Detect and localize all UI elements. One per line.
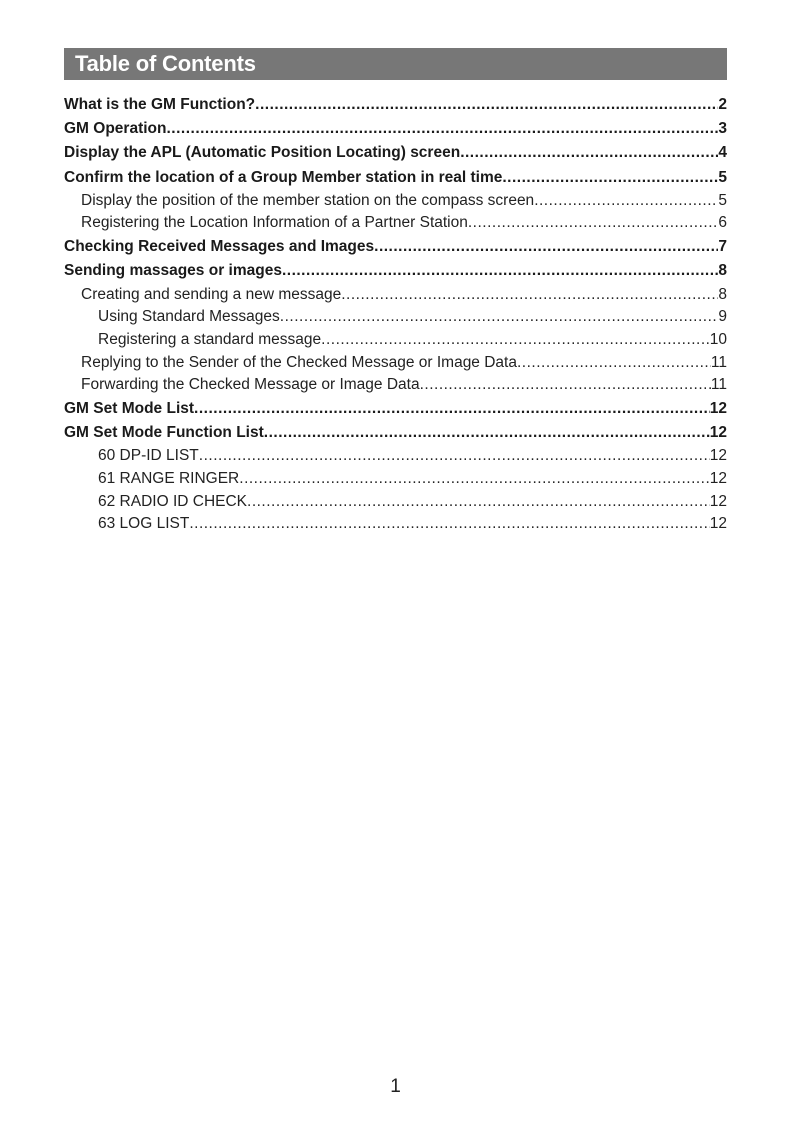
toc-entry-gm-function[interactable]	[64, 93, 727, 117]
toc-dot-leader	[374, 235, 718, 259]
toc-entry-page: 12	[709, 515, 727, 533]
toc-dot-leader	[280, 306, 719, 329]
toc-entry-dp-id-list[interactable]	[64, 445, 727, 468]
toc-entry-label: What is the GM Function?	[64, 96, 256, 113]
toc-entry-page: 11	[710, 353, 727, 371]
toc-entry-label: 60 DP-ID LIST	[98, 447, 199, 465]
toc-dot-leader	[189, 513, 709, 536]
toc-entry-confirm-location[interactable]	[64, 166, 727, 190]
toc-entry-label: Registering the Location Information of a Partner Station	[81, 214, 468, 232]
toc-entry-register-standard-message[interactable]	[64, 329, 727, 352]
toc-entry-label: Creating and sending a new message	[81, 285, 342, 303]
toc-entry-sending-messages[interactable]	[64, 259, 727, 283]
toc-entry-label: 63 LOG LIST	[98, 515, 190, 533]
toc-dot-leader	[468, 212, 719, 235]
toc-entry-apl-screen[interactable]	[64, 141, 727, 165]
toc-entry-range-ringer[interactable]	[64, 468, 727, 491]
toc-entry-gm-operation[interactable]	[64, 117, 727, 141]
toc-entry-label: Checking Received Messages and Images	[64, 238, 375, 256]
toc-entry-page: 7	[718, 238, 727, 256]
toc-dot-leader	[460, 141, 718, 165]
toc-entry-label: Registering a standard message	[98, 330, 322, 348]
toc-entry-standard-messages[interactable]	[64, 306, 727, 329]
toc-entry-new-message[interactable]	[64, 284, 727, 307]
toc-dot-leader	[199, 445, 710, 468]
toc-entry-label: GM Set Mode List	[64, 399, 195, 417]
toc-entry-label: Display the APL (Automatic Position Locating) screen	[64, 144, 461, 162]
toc-entry-page: 5	[718, 191, 727, 209]
toc-entry-replying[interactable]	[64, 352, 727, 375]
toc-entry-set-mode-function-list[interactable]	[64, 421, 727, 445]
toc-entry-label: Forwarding the Checked Message or Image Data	[81, 376, 420, 394]
toc-title-bar	[64, 48, 727, 80]
toc-entry-page: 8	[718, 285, 727, 303]
toc-entry-radio-id-check[interactable]	[64, 491, 727, 514]
toc-entry-page: 12	[709, 447, 727, 465]
toc-entry-page: 12	[709, 424, 727, 442]
toc-entry-page: 6	[718, 214, 727, 232]
toc-entry-label: Replying to the Sender of the Checked Message or Image Data	[81, 353, 517, 371]
toc-dot-leader	[420, 374, 711, 397]
toc-entry-label: 61 RANGE RINGER	[98, 470, 240, 487]
toc-dot-leader	[534, 190, 718, 213]
toc-entry-page: 10	[709, 330, 727, 348]
toc-entry-set-mode-list[interactable]	[64, 397, 727, 421]
toc-dot-leader	[264, 421, 710, 445]
toc-entry-page: 2	[718, 96, 727, 113]
toc-dot-leader	[166, 117, 718, 141]
page-number: 1	[390, 1076, 401, 1097]
toc-entry-label: Display the position of the member station on the compass screen	[81, 191, 535, 209]
toc-entry-page: 4	[718, 144, 727, 162]
toc-entry-page: 11	[710, 376, 727, 394]
toc-entry-label: 62 RADIO ID CHECK	[98, 492, 248, 510]
toc-entry-partner-location[interactable]	[64, 212, 727, 235]
toc-dot-leader	[502, 166, 718, 190]
toc-dot-leader	[255, 93, 718, 117]
toc-entry-label: Using Standard Messages	[98, 308, 280, 326]
toc-entry-received-messages[interactable]	[64, 235, 727, 259]
toc-entry-page: 8	[718, 262, 727, 280]
toc-entry-log-list[interactable]	[64, 513, 727, 536]
toc-entry-label: Sending massages or images	[64, 262, 282, 280]
toc-entry-label: GM Operation	[64, 120, 167, 138]
toc-dot-leader	[247, 491, 710, 514]
page-title: Table of Contents	[75, 51, 256, 76]
toc-entry-page: 12	[709, 492, 727, 510]
table-of-contents	[64, 93, 727, 536]
toc-entry-label: GM Set Mode Function List	[64, 424, 264, 442]
toc-entry-label: Confirm the location of a Group Member station in real time	[64, 168, 503, 186]
toc-entry-forwarding[interactable]	[64, 374, 727, 397]
toc-dot-leader	[341, 284, 718, 307]
toc-dot-leader	[282, 259, 718, 283]
toc-dot-leader	[239, 468, 709, 491]
toc-entry-page: 12	[709, 470, 727, 487]
toc-dot-leader	[321, 329, 710, 352]
toc-entry-page: 9	[718, 308, 727, 326]
toc-entry-page: 5	[718, 168, 727, 186]
toc-entry-page: 3	[718, 120, 727, 138]
toc-dot-leader	[517, 352, 711, 375]
toc-dot-leader	[194, 397, 710, 421]
toc-entry-compass-screen[interactable]	[64, 190, 727, 213]
toc-entry-page: 12	[709, 399, 727, 417]
